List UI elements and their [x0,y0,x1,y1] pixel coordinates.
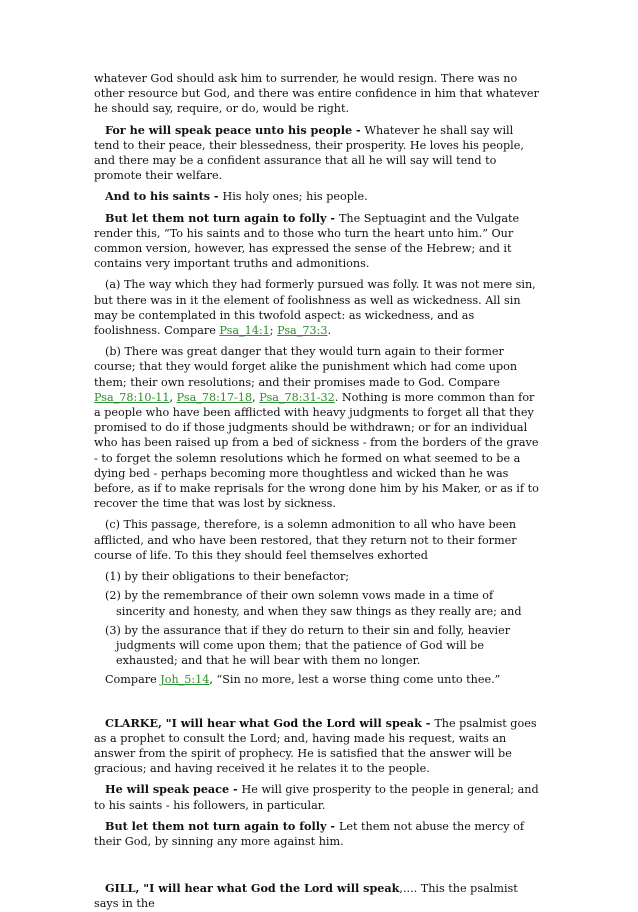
point-b-text: (b) There was great danger that they would turn again to their former course; that they would forget alike the punishment which had come upon them; their own resolutions; and their promises made to God. Compare [94,345,518,389]
folly-paragraph [94,211,542,272]
separator: , [169,390,177,404]
point-b-continuation: . Nothing is more common than for a people who have been afflicted with heavy judgments to forget all that they promised to do if those judgments should be withdrawn; or for an individual who has been raised up from a bed of sickness - from the borders of the grave - to forget the solemn resolutions which he formed on what seemed to be a dying bed - perhaps becoming more thoughtless and wicked than he was before, as if to make reprisals for the wrong done him by his Maker, or as if to recover the time that was lost by sickness. [94,390,539,511]
section-spacer [94,694,542,716]
saints-text: His holy ones; his people. [222,190,368,204]
peace-lead: For he will speak peace unto his people - [105,122,365,137]
clarke-folly-paragraph [94,819,542,849]
exhortation-list [94,569,542,687]
scripture-link-psa-78-17-18[interactable]: Psa_78:17-18 [176,390,253,404]
list-item: (3) by the assurance that if they do return to their sin and folly, heavier judgments will come upon them; that the patience of God will be exhausted; and that he will bear with them no longer. [105,623,511,668]
clarke-lead: CLARKE, "I will hear what God the Lord will speak - [105,715,435,730]
scripture-link-psa-14-1[interactable]: Psa_14:1 [219,324,270,338]
list-item: (1) by their obligations to their benefactor; [105,570,350,584]
compare-quote: , “Sin no more, lest a worse thing come unto thee.” [209,673,501,687]
separator: ; [269,324,278,338]
clarke-text: The psalmist goes as a prophet to consult the Lord; and, having made his request, waits an answer from the spirit of prophecy. He is satisfied that the answer will be gracious; and having received it he relates it to the people. [94,716,537,776]
gill-lead: GILL, "I will hear what God the Lord will speak [105,881,400,896]
list-item: (2) by the remembrance of their own solemn vows made in a time of sincerity and honesty, and when they saw things as they really are; and [105,589,522,618]
scripture-link-psa-78-31-32[interactable]: Psa_78:31-32 [259,390,335,404]
scripture-link-psa-73-3[interactable]: Psa_73:3 [277,324,328,338]
point-a-paragraph [94,277,542,338]
separator: , [252,390,260,404]
clarke-peace-lead: He will speak peace - [105,782,242,797]
compare-text: Compare [105,673,161,687]
clarke-folly-text: Let them not abuse the mercy of their God, by sinning any more against him. [94,819,524,848]
point-a-text: (a) The way which they had formerly pursued was folly. It was not mere sin, but there was in it the element of foolishness as well as wickedness. All sin may be contemplated in this twofold aspect: as wickedness, and as foolishness. Compare [94,278,536,338]
gill-text: ,.... This the psalmist says in the [94,882,518,911]
period: . [327,324,332,338]
saints-paragraph [94,189,542,204]
clarke-folly-lead: But let them not turn again to folly - [105,818,339,833]
peace-paragraph [94,123,542,184]
gill-paragraph [94,881,542,911]
scripture-link-joh-5-14[interactable]: Joh_5:14 [160,673,210,687]
clarke-peace-paragraph [94,782,542,812]
saints-lead: And to his saints - [105,189,223,204]
barnes-intro-paragraph: whatever God should ask him to surrender, he would resign. There was no other resource but God, and there was entire confidence in him that whatever he should say, require, or do, would be right. [94,72,539,116]
clarke-peace-text: He will give prosperity to the people in general; and to his saints - his followers, in particular. [94,783,539,812]
folly-text: The Septuagint and the Vulgate render this, “To his saints and to those who turn the heart unto him.” Our common version, however, has expressed the sense of the Hebrew; and it contains very important truths and admonitions. [94,211,520,271]
clarke-paragraph [94,716,542,777]
compare-line [94,672,542,687]
section-spacer [94,855,542,881]
point-b-paragraph [94,344,542,511]
peace-text: Whatever he shall say will tend to their peace, their blessedness, their prosperity. He loves his people, and there may be a confident assurance that all he will say will tend to promote their welfare. [94,123,524,183]
point-c-paragraph: (c) This passage, therefore, is a solemn admonition to all who have been afflicted, and who have been restored, that they return not to their former course of life. To this they should feel themselves exhorted [94,518,517,562]
scripture-link-psa-78-10-11[interactable]: Psa_78:10-11 [94,390,170,404]
folly-lead: But let them not turn again to folly - [105,210,339,225]
